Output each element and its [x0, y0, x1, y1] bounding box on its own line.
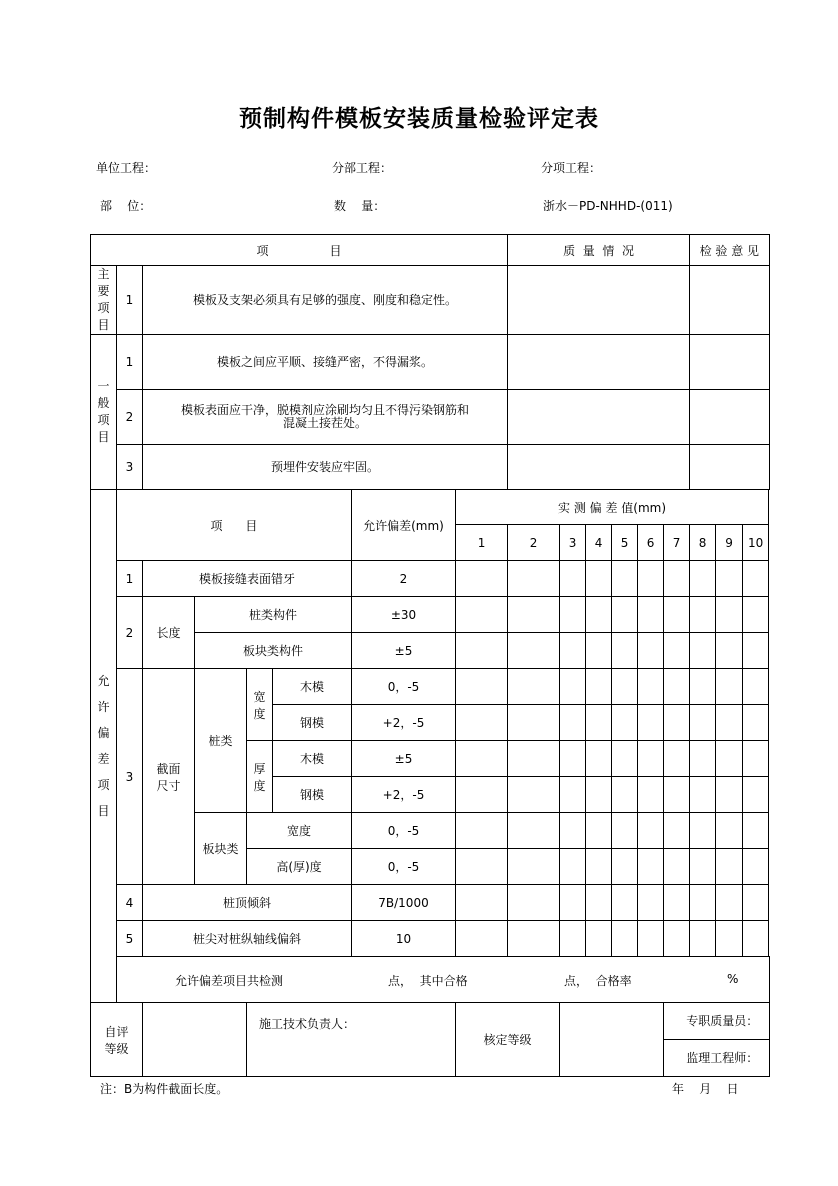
- measurement-cell[interactable]: [716, 813, 743, 849]
- general-items-label: 一 般 项 目: [91, 335, 117, 490]
- measurement-cell[interactable]: [560, 633, 586, 669]
- inspection-table: [90, 234, 770, 1077]
- unit-project-label: 单位工程：: [96, 161, 157, 175]
- measurement-cell[interactable]: [638, 813, 664, 849]
- measurement-cell[interactable]: [560, 705, 586, 741]
- measurement-cell[interactable]: [612, 777, 638, 813]
- supervisor-label[interactable]: 监理工程师：: [664, 1040, 770, 1077]
- measurement-cell[interactable]: [586, 597, 612, 633]
- measurement-cell[interactable]: [743, 849, 769, 885]
- allowed-deviation-value: 0，-5: [352, 813, 456, 849]
- measure-no: 7: [664, 525, 690, 561]
- general-item-text: 模板之间应平顺、接缝严密，不得漏浆。: [143, 335, 508, 390]
- measurement-cell[interactable]: [612, 813, 638, 849]
- measure-no: 6: [638, 525, 664, 561]
- table-row: [91, 921, 770, 957]
- measurement-cell[interactable]: [612, 885, 638, 921]
- tolerance-items-label: 允 许 偏 差 项 目: [91, 490, 117, 1003]
- measurement-cell[interactable]: [743, 633, 769, 669]
- measurement-cell[interactable]: [456, 597, 508, 633]
- measurement-cell[interactable]: [612, 705, 638, 741]
- summary-cell: [117, 957, 770, 1003]
- measurement-cell[interactable]: [743, 777, 769, 813]
- measurement-cell[interactable]: [560, 741, 586, 777]
- measurement-cell[interactable]: [612, 597, 638, 633]
- measurement-cell[interactable]: [690, 561, 716, 597]
- slab-type-label: 板块类: [195, 813, 247, 885]
- measurement-cell[interactable]: [508, 705, 560, 741]
- measurement-cell[interactable]: [664, 705, 690, 741]
- opinion-cell[interactable]: [690, 445, 769, 490]
- date-field[interactable]: 年 月 日: [672, 1082, 739, 1096]
- measurement-cell[interactable]: [716, 921, 743, 957]
- table-row: [91, 669, 770, 705]
- opinion-header: 检 验 意 见: [690, 235, 769, 266]
- row-number: 1: [117, 561, 143, 597]
- allowed-deviation-value: +2，-5: [352, 705, 456, 741]
- measurement-cell[interactable]: [638, 705, 664, 741]
- measurement-cell[interactable]: [638, 597, 664, 633]
- measurement-cell[interactable]: [612, 741, 638, 777]
- measurement-cell[interactable]: [716, 597, 743, 633]
- row-number: 3: [117, 669, 143, 885]
- measurement-cell[interactable]: [664, 777, 690, 813]
- measurement-cell[interactable]: [560, 885, 586, 921]
- measurement-cell[interactable]: [743, 885, 769, 921]
- table-row: [91, 390, 770, 445]
- summary-percent: %: [727, 972, 739, 986]
- measurement-cell[interactable]: [690, 705, 716, 741]
- measurement-cell[interactable]: [456, 921, 508, 957]
- measurement-cell[interactable]: [638, 561, 664, 597]
- measurement-cell[interactable]: [716, 777, 743, 813]
- measurement-cell[interactable]: [560, 669, 586, 705]
- subitem-project-label: 分项工程：: [541, 161, 602, 175]
- measurement-cell[interactable]: [743, 705, 769, 741]
- measurement-cell[interactable]: [508, 849, 560, 885]
- measurement-cell[interactable]: [456, 561, 508, 597]
- table-row: [91, 335, 770, 390]
- summary-row: [91, 957, 770, 1003]
- signoff-row: [91, 1003, 770, 1040]
- measurement-cell[interactable]: [690, 741, 716, 777]
- quality-cell[interactable]: [508, 335, 690, 390]
- allowed-deviation-value: 7B/1000: [352, 885, 456, 921]
- row-number: 5: [117, 921, 143, 957]
- measure-no: 3: [560, 525, 586, 561]
- measurement-cell[interactable]: [586, 777, 612, 813]
- thickness-label: 厚 度: [247, 741, 273, 813]
- measurement-cell[interactable]: [586, 741, 612, 777]
- measure-no: 9: [716, 525, 743, 561]
- measurement-cell[interactable]: [690, 921, 716, 957]
- measurement-cell[interactable]: [456, 813, 508, 849]
- measurement-cell[interactable]: [560, 849, 586, 885]
- table-row: [91, 885, 770, 921]
- measurement-cell[interactable]: [638, 633, 664, 669]
- measurement-cell[interactable]: [508, 561, 560, 597]
- measurement-cell[interactable]: [664, 849, 690, 885]
- quality-header: 质 量 情 况: [508, 235, 690, 266]
- measurement-cell[interactable]: [508, 777, 560, 813]
- quality-cell[interactable]: [508, 266, 690, 335]
- allowed-deviation-value: 2: [352, 561, 456, 597]
- measurement-cell[interactable]: [612, 849, 638, 885]
- measurement-cell[interactable]: [508, 885, 560, 921]
- measurement-cell[interactable]: [743, 561, 769, 597]
- summary-prefix: 允许偏差项目共检测: [175, 974, 284, 988]
- width-label: 宽 度: [247, 669, 273, 741]
- measurement-cell[interactable]: [743, 597, 769, 633]
- allowed-deviation-value: +2，-5: [352, 777, 456, 813]
- quantity-label: 数 量：: [334, 199, 386, 213]
- measurement-cell[interactable]: [612, 561, 638, 597]
- tolerance-item-name: 桩顶倾斜: [143, 885, 352, 921]
- location-label: 部 位：: [100, 199, 152, 213]
- wood-form-label: 木模: [273, 741, 352, 777]
- measurement-cell[interactable]: [690, 777, 716, 813]
- measurement-cell[interactable]: [690, 885, 716, 921]
- table-row: [91, 597, 770, 633]
- measurement-cell[interactable]: [690, 597, 716, 633]
- row-number: 3: [117, 445, 143, 490]
- measurement-cell[interactable]: [456, 741, 508, 777]
- table-row: [91, 445, 770, 490]
- footnote: 注：B为构件截面长度。: [100, 1082, 229, 1096]
- measurement-cell[interactable]: [716, 741, 743, 777]
- measurement-cell[interactable]: [456, 849, 508, 885]
- measurement-cell[interactable]: [586, 561, 612, 597]
- self-evaluation-grade-cell[interactable]: [143, 1003, 247, 1077]
- measurement-cell[interactable]: [456, 669, 508, 705]
- measurement-cell[interactable]: [743, 669, 769, 705]
- measurement-cell[interactable]: [508, 813, 560, 849]
- measurement-cell[interactable]: [612, 633, 638, 669]
- measurement-cell[interactable]: [664, 885, 690, 921]
- measurement-cell[interactable]: [664, 561, 690, 597]
- measurement-cell[interactable]: [690, 813, 716, 849]
- quality-officer-label[interactable]: 专职质量员：: [664, 1003, 770, 1040]
- row-number: 4: [117, 885, 143, 921]
- measurement-cell[interactable]: [560, 921, 586, 957]
- row-number: 1: [117, 266, 143, 335]
- measure-no: 2: [508, 525, 560, 561]
- measurement-cell[interactable]: [586, 813, 612, 849]
- measurement-cell[interactable]: [456, 705, 508, 741]
- measurement-cell[interactable]: [508, 669, 560, 705]
- measurement-cell[interactable]: [743, 813, 769, 849]
- technical-lead-label: 施工技术负责人：: [259, 1017, 356, 1031]
- measurement-cell[interactable]: [664, 741, 690, 777]
- tolerance-item-name: 桩尖对桩纵轴线偏斜: [143, 921, 352, 957]
- measurement-cell[interactable]: [664, 921, 690, 957]
- measurement-cell[interactable]: [560, 777, 586, 813]
- summary-points-qualified: 点， 其中合格: [388, 974, 468, 988]
- measure-no: 4: [586, 525, 612, 561]
- row-number: 2: [117, 390, 143, 445]
- table-row: [91, 266, 770, 335]
- measurement-cell[interactable]: [716, 705, 743, 741]
- slab-height-label: 高(厚)度: [247, 849, 352, 885]
- measurement-cell[interactable]: [638, 921, 664, 957]
- tolerance-item-header: 项 目: [117, 490, 352, 561]
- measurement-cell[interactable]: [508, 633, 560, 669]
- measurement-cell[interactable]: [638, 849, 664, 885]
- allowed-deviation-value: ±5: [352, 633, 456, 669]
- measurement-cell[interactable]: [560, 597, 586, 633]
- allowed-deviation-header: 允许偏差(mm): [352, 490, 456, 561]
- measurement-cell[interactable]: [508, 597, 560, 633]
- tolerance-item-name: 模板接缝表面错牙: [143, 561, 352, 597]
- measurement-cell[interactable]: [664, 669, 690, 705]
- measurement-cell[interactable]: [586, 849, 612, 885]
- tolerance-item-name: 长度: [143, 597, 195, 669]
- measurement-cell[interactable]: [664, 633, 690, 669]
- measurement-cell[interactable]: [586, 705, 612, 741]
- quality-cell[interactable]: [508, 390, 690, 445]
- summary-pass-rate: 点， 合格率: [564, 974, 632, 988]
- measurement-cell[interactable]: [690, 633, 716, 669]
- measurement-cell[interactable]: [638, 669, 664, 705]
- measurement-cell[interactable]: [586, 633, 612, 669]
- steel-form-label: 钢模: [273, 705, 352, 741]
- page-title: 预制构件模板安装质量检验评定表: [239, 106, 599, 132]
- measurement-cell[interactable]: [664, 597, 690, 633]
- allowed-deviation-value: ±30: [352, 597, 456, 633]
- measure-no: 1: [456, 525, 508, 561]
- measurement-cell[interactable]: [690, 669, 716, 705]
- tolerance-subitem-name: 板块类构件: [195, 633, 352, 669]
- opinion-cell[interactable]: [690, 266, 769, 335]
- technical-lead-cell[interactable]: [247, 1003, 456, 1077]
- measurement-cell[interactable]: [560, 813, 586, 849]
- self-evaluation-label: 自评 等级: [91, 1003, 143, 1077]
- slab-width-label: 宽度: [247, 813, 352, 849]
- tolerance-subitem-name: 桩类构件: [195, 597, 352, 633]
- measurement-cell[interactable]: [690, 849, 716, 885]
- measurement-cell[interactable]: [456, 777, 508, 813]
- general-item-text: 模板表面应干净，脱模剂应涂刷均匀且不得污染钢筋和 混凝土接茬处。: [143, 390, 508, 445]
- main-items-label: 主 要 项 目: [91, 266, 117, 335]
- main-item-text: 模板及支架必须具有足够的强度、刚度和稳定性。: [143, 266, 508, 335]
- general-item-text: 预埋件安装应牢固。: [143, 445, 508, 490]
- measurement-cell[interactable]: [612, 669, 638, 705]
- wood-form-label: 木模: [273, 669, 352, 705]
- measurement-cell[interactable]: [743, 921, 769, 957]
- allowed-deviation-value: 10: [352, 921, 456, 957]
- measurement-cell[interactable]: [638, 741, 664, 777]
- measurement-cell[interactable]: [508, 741, 560, 777]
- measurement-cell[interactable]: [612, 921, 638, 957]
- measurement-cell[interactable]: [716, 633, 743, 669]
- table-row: [91, 561, 770, 597]
- measurement-cell[interactable]: [586, 921, 612, 957]
- measurement-cell[interactable]: [586, 885, 612, 921]
- measurement-cell[interactable]: [716, 561, 743, 597]
- opinion-cell[interactable]: [690, 390, 769, 445]
- approved-grade-cell[interactable]: [560, 1003, 664, 1077]
- measurement-cell[interactable]: [638, 885, 664, 921]
- measurement-cell[interactable]: [664, 813, 690, 849]
- measurement-cell[interactable]: [586, 669, 612, 705]
- measurement-cell[interactable]: [560, 561, 586, 597]
- measurement-cell[interactable]: [716, 669, 743, 705]
- quality-cell[interactable]: [508, 445, 690, 490]
- measure-no: 10: [743, 525, 769, 561]
- steel-form-label: 钢模: [273, 777, 352, 813]
- item-header: 项 目: [91, 235, 508, 266]
- opinion-cell[interactable]: [690, 335, 769, 390]
- pile-type-label: 桩类: [195, 669, 247, 813]
- measure-no: 5: [612, 525, 638, 561]
- form-code: 浙水－PD-NHHD-(011): [543, 199, 673, 213]
- allowed-deviation-value: ±5: [352, 741, 456, 777]
- allowed-deviation-value: 0，-5: [352, 669, 456, 705]
- measurement-cell[interactable]: [456, 633, 508, 669]
- measurement-cell[interactable]: [456, 885, 508, 921]
- row-number: 1: [117, 335, 143, 390]
- measurement-cell[interactable]: [638, 777, 664, 813]
- division-project-label: 分部工程：: [332, 161, 393, 175]
- measured-deviation-header: 实 测 偏 差 值(mm): [456, 490, 769, 525]
- measurement-cell[interactable]: [716, 885, 743, 921]
- row-number: 2: [117, 597, 143, 669]
- approved-grade-label: 核定等级: [456, 1003, 560, 1077]
- measurement-cell[interactable]: [743, 741, 769, 777]
- measurement-cell[interactable]: [716, 849, 743, 885]
- measure-no: 8: [690, 525, 716, 561]
- allowed-deviation-value: 0，-5: [352, 849, 456, 885]
- measurement-cell[interactable]: [508, 921, 560, 957]
- tolerance-item-name: 截面 尺寸: [143, 669, 195, 885]
